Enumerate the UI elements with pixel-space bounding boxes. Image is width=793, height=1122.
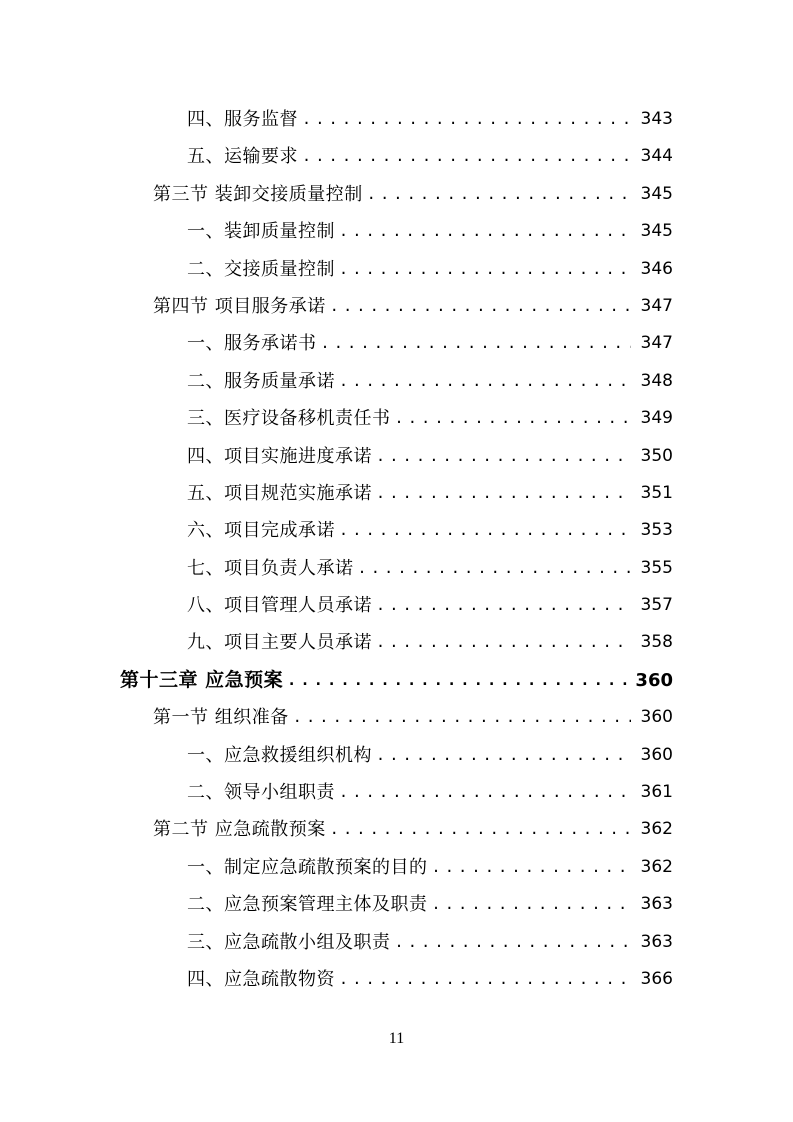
toc-dot-leader bbox=[293, 699, 631, 736]
toc-entry-title: 一、装卸质量控制 bbox=[187, 221, 335, 243]
toc-entry-page: 363 bbox=[640, 894, 673, 915]
toc-dot-leader bbox=[330, 811, 631, 848]
toc-entry-title: 二、服务质量承诺 bbox=[187, 370, 335, 392]
toc-subsection-entry[interactable] bbox=[0, 325, 793, 362]
toc-dot-leader bbox=[302, 101, 631, 138]
toc-entry-page: 346 bbox=[640, 258, 673, 279]
toc-section-entry[interactable] bbox=[0, 176, 793, 213]
toc-subsection-entry[interactable] bbox=[0, 213, 793, 250]
toc-dot-leader bbox=[321, 325, 632, 362]
toc-entry-page: 348 bbox=[640, 370, 673, 391]
toc-subsection-entry[interactable] bbox=[0, 849, 793, 886]
toc-dot-leader bbox=[339, 512, 631, 549]
toc-entry-title: 三、应急疏散小组及职责 bbox=[187, 931, 391, 953]
toc-entry-title: 第二节 应急疏散预案 bbox=[153, 819, 326, 841]
toc-entry-page: 353 bbox=[640, 520, 673, 541]
toc-entry-page: 347 bbox=[640, 333, 673, 354]
toc-entry-title: 一、服务承诺书 bbox=[187, 333, 317, 355]
toc-entry-title: 二、领导小组职责 bbox=[187, 782, 335, 804]
toc-subsection-entry[interactable] bbox=[0, 363, 793, 400]
toc-section-entry[interactable] bbox=[0, 811, 793, 848]
toc-subsection-entry[interactable] bbox=[0, 924, 793, 961]
toc-entry-page: 355 bbox=[640, 557, 673, 578]
toc-entry-page: 360 bbox=[635, 669, 673, 691]
toc-subsection-entry[interactable] bbox=[0, 475, 793, 512]
toc-entry-page: 366 bbox=[640, 968, 673, 989]
toc-dot-leader bbox=[376, 737, 631, 774]
toc-subsection-entry[interactable] bbox=[0, 550, 793, 587]
toc-subsection-entry[interactable] bbox=[0, 101, 793, 138]
toc-entry-page: 362 bbox=[640, 856, 673, 877]
toc-subsection-entry[interactable] bbox=[0, 587, 793, 624]
toc-section-entry[interactable] bbox=[0, 288, 793, 325]
toc-subsection-entry[interactable] bbox=[0, 251, 793, 288]
toc-entry-title: 一、制定应急疏散预案的目的 bbox=[187, 856, 428, 878]
toc-dot-leader bbox=[287, 662, 627, 699]
toc-entry-page: 350 bbox=[640, 445, 673, 466]
toc-entry-page: 363 bbox=[640, 931, 673, 952]
toc-dot-leader bbox=[339, 213, 631, 250]
toc-entry-title: 四、应急疏散物资 bbox=[187, 968, 335, 990]
toc-dot-leader bbox=[339, 774, 631, 811]
toc-dot-leader bbox=[376, 438, 631, 475]
toc-entry-page: 343 bbox=[640, 109, 673, 129]
toc-entry-title: 四、项目实施进度承诺 bbox=[187, 445, 372, 467]
toc-entry-page: 362 bbox=[640, 819, 673, 840]
toc-subsection-entry[interactable] bbox=[0, 624, 793, 661]
toc-dot-leader bbox=[339, 251, 631, 288]
toc-entry-title: 第十三章 应急预案 bbox=[120, 668, 284, 691]
toc-entry-page: 361 bbox=[640, 782, 673, 803]
toc-subsection-entry[interactable] bbox=[0, 774, 793, 811]
toc-entry-title: 一、应急救援组织机构 bbox=[187, 744, 372, 766]
toc-entry-page: 347 bbox=[640, 295, 673, 316]
toc-dot-leader bbox=[376, 587, 631, 624]
toc-entry-page: 360 bbox=[640, 744, 673, 765]
toc-subsection-entry[interactable] bbox=[0, 138, 793, 175]
toc-entry-title: 九、项目主要人员承诺 bbox=[187, 632, 372, 654]
toc-dot-leader bbox=[330, 288, 631, 325]
toc-entry-title: 四、服务监督 bbox=[187, 109, 298, 130]
toc-dot-leader bbox=[376, 624, 631, 661]
toc-entry-title: 第三节 装卸交接质量控制 bbox=[153, 183, 363, 205]
toc-subsection-entry[interactable] bbox=[0, 886, 793, 923]
toc-dot-leader bbox=[339, 961, 631, 998]
toc-entry-page: 357 bbox=[640, 595, 673, 616]
toc-entry-title: 六、项目完成承诺 bbox=[187, 520, 335, 542]
toc-chapter-entry[interactable] bbox=[0, 662, 793, 699]
toc-dot-leader bbox=[339, 363, 631, 400]
toc-entry-title: 第四节 项目服务承诺 bbox=[153, 295, 326, 317]
toc-subsection-entry[interactable] bbox=[0, 961, 793, 998]
toc-entry-title: 五、运输要求 bbox=[187, 146, 298, 168]
toc-subsection-entry[interactable] bbox=[0, 737, 793, 774]
toc-subsection-entry[interactable] bbox=[0, 438, 793, 475]
toc-dot-leader bbox=[432, 886, 632, 923]
toc-entry-page: 360 bbox=[640, 707, 673, 728]
page-number: 11 bbox=[388, 1030, 405, 1047]
toc-entry-page: 345 bbox=[640, 221, 673, 242]
toc-entry-title: 三、医疗设备移机责任书 bbox=[187, 408, 391, 430]
toc-entry-page: 351 bbox=[640, 482, 673, 503]
toc-entry-page: 345 bbox=[640, 183, 673, 204]
toc-dot-leader bbox=[358, 550, 632, 587]
toc-entry-title: 五、项目规范实施承诺 bbox=[187, 482, 372, 504]
toc-entry-title: 第一节 组织准备 bbox=[153, 707, 289, 729]
toc-dot-leader bbox=[432, 849, 632, 886]
toc-section-entry[interactable] bbox=[0, 699, 793, 736]
toc-dot-leader bbox=[376, 475, 631, 512]
toc-entry-title: 七、项目负责人承诺 bbox=[187, 557, 354, 579]
toc-subsection-entry[interactable] bbox=[0, 400, 793, 437]
toc-entry-page: 344 bbox=[640, 146, 673, 167]
toc-entry-title: 八、项目管理人员承诺 bbox=[187, 595, 372, 617]
toc-entry-title: 二、应急预案管理主体及职责 bbox=[187, 894, 428, 916]
toc-entry-page: 358 bbox=[640, 632, 673, 653]
toc-subsection-entry[interactable] bbox=[0, 512, 793, 549]
table-of-contents bbox=[0, 101, 793, 998]
toc-entry-page: 349 bbox=[640, 408, 673, 429]
toc-dot-leader bbox=[367, 176, 631, 213]
toc-dot-leader bbox=[395, 400, 632, 437]
toc-dot-leader bbox=[395, 924, 632, 961]
toc-entry-title: 二、交接质量控制 bbox=[187, 258, 335, 280]
toc-dot-leader bbox=[302, 138, 631, 175]
